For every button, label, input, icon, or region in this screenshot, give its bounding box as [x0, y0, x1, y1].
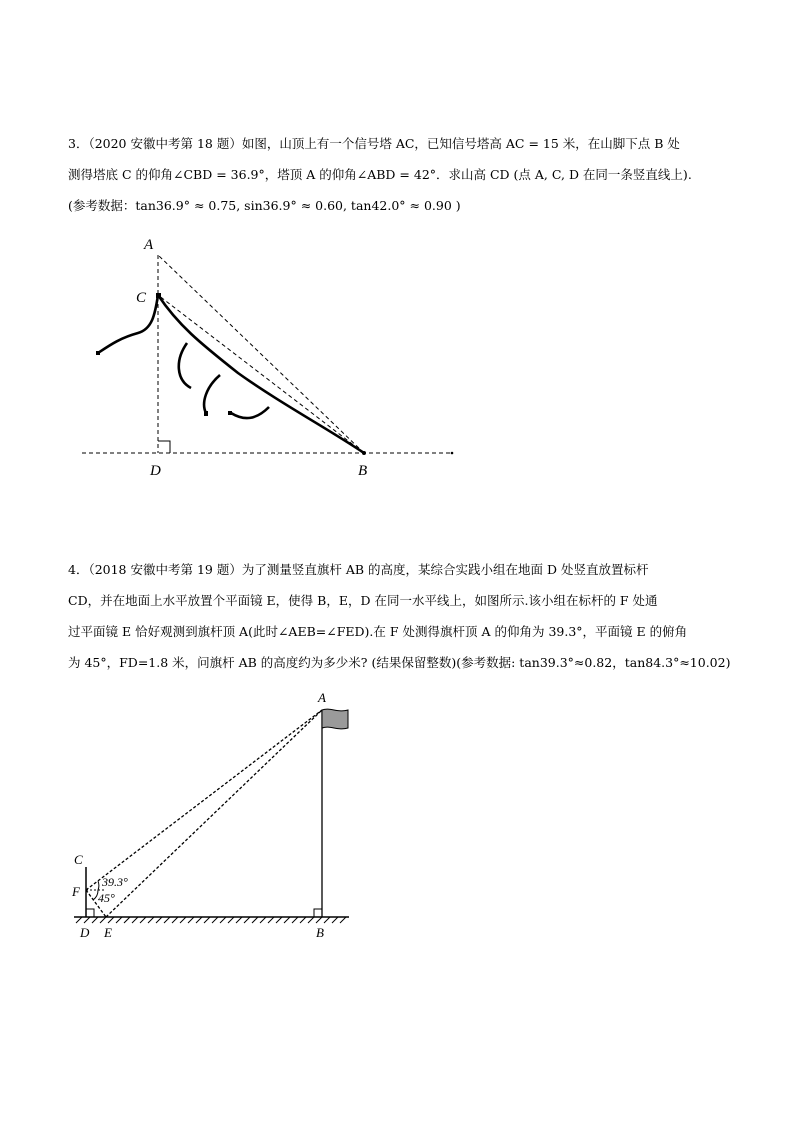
label-a: A	[318, 690, 326, 705]
sight-line-ba	[158, 255, 364, 453]
right-angle-b	[314, 909, 322, 917]
tower-base-point	[156, 293, 161, 298]
angle-label-39: 39.3°	[102, 875, 128, 889]
problem-3-line-3: (参考数据：tan36.9° ≈ 0.75, sin36.9° ≈ 0.60, tan42.0° ≈ 0.90 )	[68, 198, 461, 213]
mountain-left-slope	[98, 295, 158, 353]
label-c: C	[74, 852, 83, 867]
right-angle-d	[86, 909, 94, 917]
right-angle-mark	[158, 441, 170, 453]
label-a: A	[144, 237, 154, 253]
ridge-3-end	[228, 411, 232, 415]
label-d: D	[80, 925, 90, 940]
problem-4-line-2: CD，并在地面上水平放置个平面镜 E，使得 B，E，D 在同一水平线上，如图所示.该小组在标杆的 F 处通	[68, 593, 658, 608]
sight-line-ea	[106, 710, 322, 917]
problem-4-line-1: 4．（2018 安徽中考第 19 题）为了测量竖直旗杆 AB 的高度，某综合实践小组在地面 D 处竖直放置标杆	[68, 562, 649, 577]
point-b	[362, 451, 366, 455]
problem-4-text	[68, 554, 738, 678]
ridge-1	[179, 343, 191, 388]
problem-3-figure	[60, 225, 480, 489]
label-c: C	[136, 290, 147, 306]
label-d: D	[150, 463, 161, 479]
label-e: E	[104, 925, 112, 940]
problem-4-line-3: 过平面镜 E 恰好观测到旗杆顶 A(此时∠AEB=∠FED).在 F 处测得旗杆顶 A 的仰角为 39.3°，平面镜 E 的俯角	[68, 624, 688, 639]
mountain-tower-diagram	[60, 225, 480, 485]
ground-end-dot	[451, 452, 454, 455]
problem-3-text	[68, 128, 738, 221]
problem-3-line-2: 测得塔底 C 的仰角∠CBD = 36.9°，塔顶 A 的仰角∠ABD = 42°．求山高 CD (点 A, C, D 在同一条竖直线上).	[68, 167, 692, 182]
left-slope-end	[96, 351, 100, 355]
flag	[322, 709, 348, 729]
problem-3-line-1: 3．（2020 安徽中考第 18 题）如图，山顶上有一个信号塔 AC，已知信号塔高 AC = 15 米，在山脚下点 B 处	[68, 136, 680, 151]
problem-4-line-4: 为 45°，FD=1.8 米，问旗杆 AB 的高度约为多少米? (结果保留整数)(参考数据: tan39.3°≈0.82，tan84.3°≈10.02)	[68, 655, 731, 670]
label-b: B	[358, 463, 368, 479]
problem-4-figure	[60, 680, 360, 949]
label-f: F	[72, 884, 80, 899]
ground-hatching	[76, 917, 346, 923]
angle-label-45: 45°	[98, 891, 115, 905]
ridge-2	[204, 375, 220, 413]
flagpole-mirror-diagram	[60, 680, 360, 945]
sight-line-fa	[86, 710, 322, 890]
ridge-2-end	[204, 411, 208, 416]
label-b: B	[316, 925, 324, 940]
angle-arc-39	[98, 881, 99, 890]
sight-line-bc	[158, 295, 364, 453]
ridge-3	[231, 407, 269, 418]
